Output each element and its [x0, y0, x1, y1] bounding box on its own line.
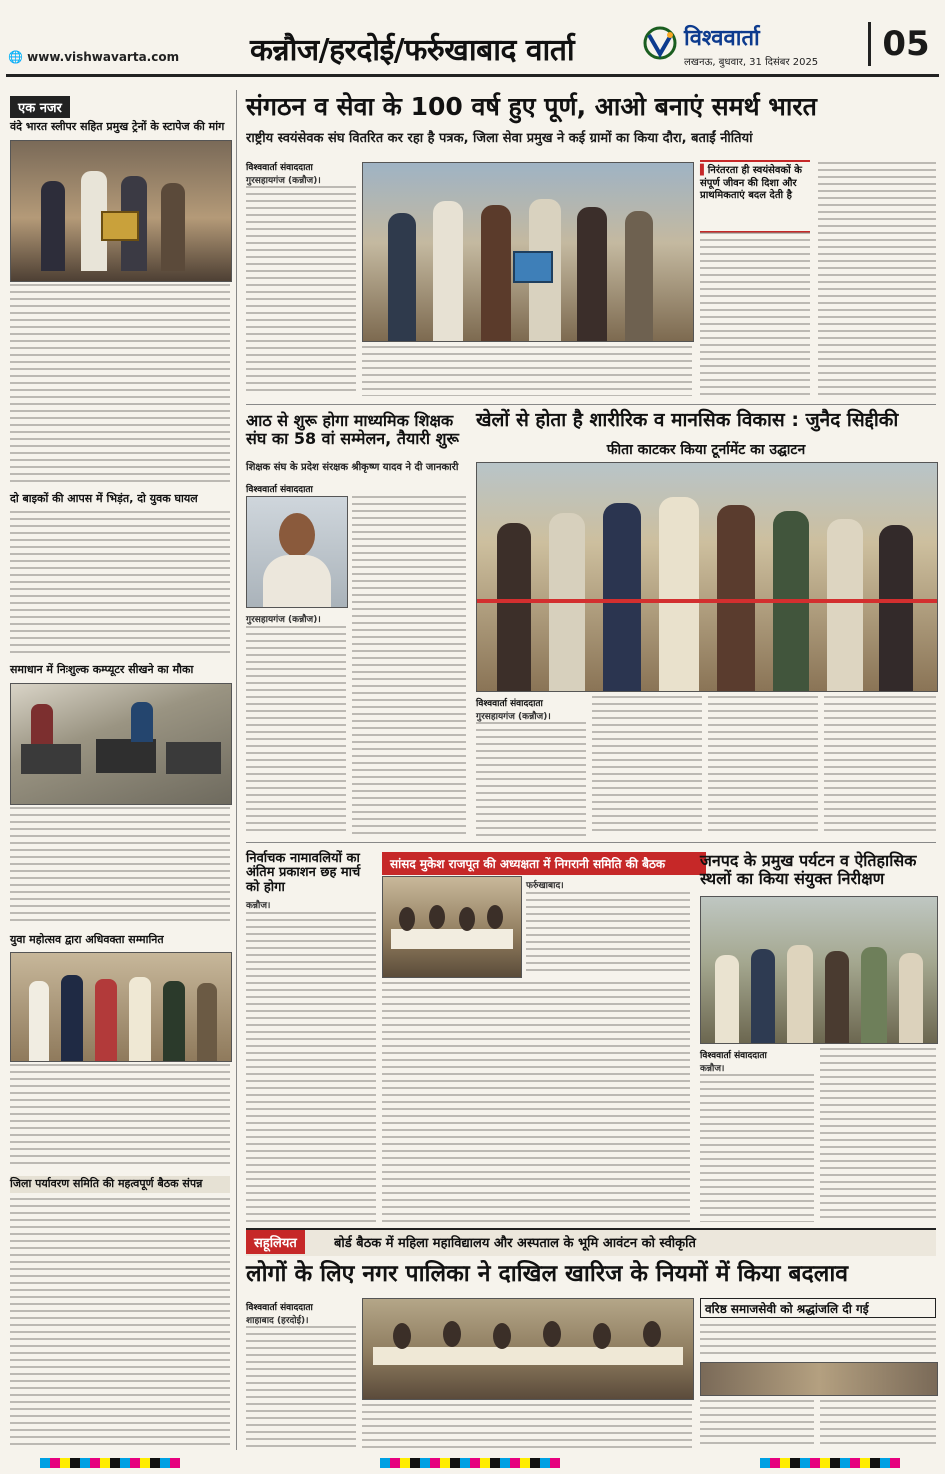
teacher-body-col1	[246, 626, 346, 836]
sports-dateline: गुरसहायगंज (कन्नौज)।	[476, 712, 551, 722]
story1-body	[10, 284, 230, 484]
story2-body	[10, 511, 230, 656]
lead-body-col3	[700, 232, 810, 396]
tourism-photo	[700, 896, 938, 1044]
municipal-kicker: सहूलियत	[246, 1230, 305, 1254]
tourism-byline: विश्ववार्ता संवाददाता	[700, 1051, 767, 1061]
tribute-headline: वरिष्ठ समाजसेवी को श्रद्धांजलि दी गई	[700, 1298, 936, 1318]
teacher-portrait	[246, 496, 348, 608]
color-registration-strip-center	[380, 1458, 560, 1468]
municipal-kicker-text: बोर्ड बैठक में महिला महाविद्यालय और अस्पताल के भूमि आवंटन को स्वीकृति	[334, 1236, 696, 1251]
tourism-headline: जनपद के प्रमुख पर्यटन व ऐतिहासिक स्थलों का किया संयुक्त निरीक्षण	[700, 851, 917, 888]
story2-headline: दो बाइकों की आपस में भिड़ंत, दो युवक घायल	[10, 492, 198, 505]
sports-body-col3	[708, 696, 818, 836]
story5-body	[10, 1198, 230, 1448]
lead-divider	[246, 404, 936, 405]
color-registration-strip-left	[40, 1458, 180, 1468]
teacher-body-col2	[352, 496, 466, 836]
globe-icon: 🌐	[8, 50, 23, 64]
mid-divider	[246, 842, 936, 843]
story1-headline: वंदे भारत स्लीपर सहित प्रमुख ट्रेनों के स्टापेज की मांग	[10, 120, 225, 133]
lead-body-col1	[246, 186, 356, 396]
sports-photo	[476, 462, 938, 692]
municipal-headline: लोगों के लिए नगर पालिका ने दाखिल खारिज के नियमों में किया बदलाव	[246, 1261, 849, 1287]
municipal-dateline: शाहाबाद (हरदोई)।	[246, 1316, 309, 1326]
committee-body	[382, 982, 690, 1222]
lead-photo	[362, 162, 694, 342]
page-number: 05	[868, 22, 941, 66]
header-rule	[6, 74, 939, 77]
teacher-subhead: शिक्षक संघ के प्रदेश संरक्षक श्रीकृष्ण यादव ने दी जानकारी	[246, 462, 459, 473]
lead-subhead: राष्ट्रीय स्वयंसेवक संघ वितरित कर रहा है पत्रक, जिला सेवा प्रमुख ने कई ग्रामों का किया दौरा, बताईं नीतियां	[246, 131, 753, 146]
tribute-body-col2	[820, 1400, 936, 1448]
tourism-body-col2	[820, 1048, 936, 1222]
lead-byline: विश्ववार्ता संवाददाता	[246, 163, 313, 173]
committee-photo	[382, 876, 522, 978]
story3-headline: समाधान में निःशुल्क कम्प्यूटर सीखने का मौका	[10, 663, 194, 676]
lead-dateline: गुरसहायगंज (कन्नौज)।	[246, 176, 321, 186]
lead-body-under-photo	[362, 346, 692, 396]
tribute-photo	[700, 1362, 938, 1396]
lead-pullquote-text: निरंतरता ही स्वयंसेवकों के संपूर्ण जीवन की दिशा और प्राथमिकताएं बदल देती है	[700, 165, 802, 201]
tribute-body-top	[700, 1324, 936, 1358]
sports-byline: विश्ववार्ता संवाददाता	[476, 699, 543, 709]
color-registration-strip-right	[760, 1458, 900, 1468]
edition-dateline: लखनऊ, बुधवार, 31 दिसंबर 2025	[684, 57, 819, 68]
teacher-headline: आठ से शुरू होगा माध्यमिक शिक्षक संघ का 58 वां सम्मेलन, तैयारी शुरू	[246, 411, 459, 448]
edition-title: कन्नौज/हरदोई/फर्रुखाबाद वार्ता	[250, 33, 575, 68]
column-divider	[236, 90, 237, 1450]
brand-name: विश्ववार्ता	[684, 26, 760, 51]
municipal-byline: विश्ववार्ता संवाददाता	[246, 1303, 313, 1313]
municipal-photo	[362, 1298, 694, 1400]
sports-body-col2	[592, 696, 702, 836]
site-url[interactable]	[8, 50, 179, 64]
ek-nazar-tag: एक नजर	[10, 96, 70, 118]
lead-headline: संगठन व सेवा के 100 वर्ष हुए पूर्ण, आओ बनाएं समर्थ भारत	[246, 92, 817, 121]
committee-body-top	[526, 892, 690, 976]
teacher-byline: विश्ववार्ता संवाददाता	[246, 485, 313, 495]
teacher-dateline: गुरसहायगंज (कन्नौज)।	[246, 615, 321, 625]
story4-body	[10, 1064, 230, 1168]
brand-logo-icon	[640, 26, 680, 60]
sports-body-col4	[824, 696, 936, 836]
tribute-body-col1	[700, 1400, 814, 1448]
municipal-body-under-photo	[362, 1404, 692, 1448]
lead-pullquote: ▌निरंतरता ही स्वयंसेवकों के संपूर्ण जीवन की दिशा और प्राथमिकताएं बदल देती है	[700, 160, 810, 233]
story3-photo	[10, 683, 232, 805]
site-url-text: www.vishwavarta.com	[27, 50, 180, 64]
voter-dateline: कन्नौज।	[246, 901, 271, 911]
voter-body	[246, 912, 376, 1222]
committee-headline: सांसद मुकेश राजपूत की अध्यक्षता में निगरानी समिति की बैठक	[382, 852, 706, 875]
story4-headline: युवा महोत्सव द्वारा अधिवक्ता सम्मानित	[10, 933, 164, 946]
sports-subhead: फीता काटकर किया टूर्नामेंट का उद्घाटन	[606, 442, 806, 458]
voter-headline: निर्वाचक नामावलियों का अंतिम प्रकाशन छह मार्च को होगा	[246, 851, 361, 895]
sports-body-col1	[476, 722, 586, 836]
sports-headline: खेलों से होता है शारीरिक व मानसिक विकास : जुनैद सिद्दीकी	[476, 409, 899, 431]
lead-body-col4	[818, 162, 936, 396]
municipal-body-col1	[246, 1326, 356, 1448]
story1-photo	[10, 140, 232, 282]
tourism-dateline: कन्नौज।	[700, 1064, 725, 1074]
story5-headline: जिला पर्यावरण समिति की महत्वपूर्ण बैठक संपन्न	[10, 1176, 230, 1193]
committee-dateline: फर्रुखाबाद।	[526, 881, 564, 891]
story3-body	[10, 807, 230, 925]
story4-photo	[10, 952, 232, 1062]
tourism-body-col1	[700, 1074, 814, 1222]
